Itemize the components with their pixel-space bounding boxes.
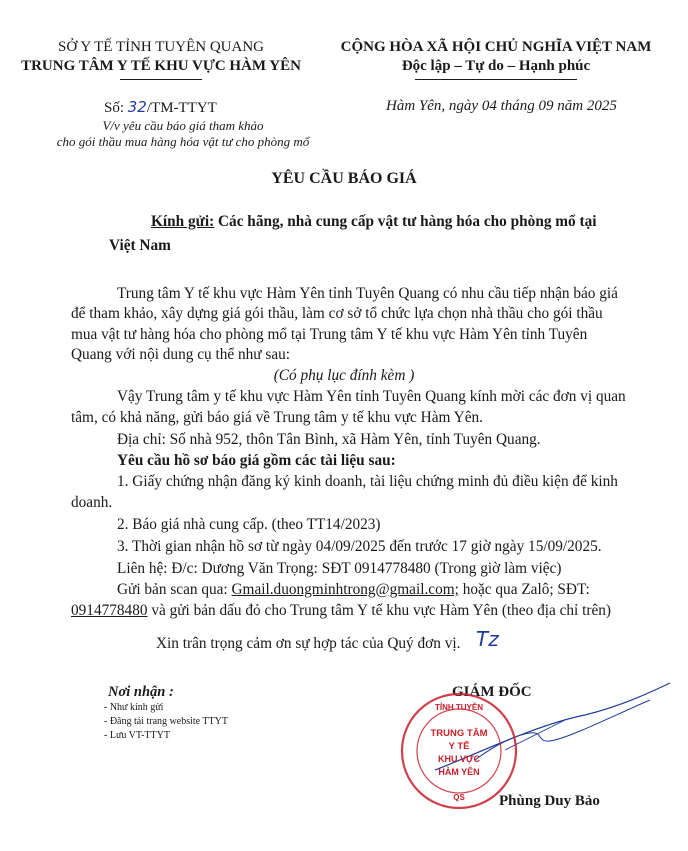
stamp-line-1: TRUNG TÂM xyxy=(430,728,488,739)
recipients-item-2: - Đăng tải trang website TTYT xyxy=(104,716,228,727)
requirements-heading: Yêu cầu hồ sơ báo giá gồm các tài liệu sau: xyxy=(117,452,396,469)
doc-title: YÊU CẦU BÁO GIÁ xyxy=(271,170,417,187)
contact-line: Liên hệ: Đ/c: Dương Văn Trọng: SĐT 0914778480 (Trong giờ làm việc) xyxy=(117,560,562,577)
intro-line-1: Trung tâm Y tế khu vực Hàm Yên tỉnh Tuyên Quang có nhu cầu tiếp nhận báo giá xyxy=(117,285,618,302)
subject-line-1: V/v yêu cầu báo giá tham khảo xyxy=(102,118,264,133)
intro-line-3: mua vật tư hàng hóa cho phòng mổ tại Trung tâm Y tế khu vực Hàm Yên tỉnh Tuyên xyxy=(71,326,588,343)
appendix-note: (Có phụ lục đính kèm ) xyxy=(273,367,415,384)
intro-line-4: Quang với nội dung cụ thể như sau: xyxy=(71,346,291,363)
signer-name: Phùng Duy Bảo xyxy=(499,793,600,809)
scan-mid: hoặc qua Zalô; SĐT: xyxy=(462,581,590,598)
place-date: Hàm Yên, ngày 04 tháng 09 năm 2025 xyxy=(386,98,617,114)
intro-line-2: để tham khảo, xây dựng giá gói thầu, làm cơ sở tổ chức lựa chọn nhà thầu cho gói thầu xyxy=(71,305,603,322)
stamp-line-3: KHU VỰC xyxy=(438,754,480,764)
stamp-line-4: HÀM YÊN xyxy=(438,767,480,777)
country-name: CỘNG HÒA XÃ HỘI CHỦ NGHĨA VIỆT NAM xyxy=(340,39,652,55)
recipients-item-3: - Lưu VT-TTYT xyxy=(104,730,170,741)
doc-number-handwritten: 32 xyxy=(127,98,147,116)
scan-prefix: Gửi bản scan qua: xyxy=(117,581,228,598)
scan-phone-link[interactable]: 0914778480 xyxy=(71,602,148,619)
doc-number-prefix: Số: xyxy=(104,100,125,116)
doc-number-suffix: /TM-TTYT xyxy=(146,100,217,116)
subject-line-2: cho gói thầu mua hàng hóa vật tư cho phòng mổ xyxy=(56,134,310,149)
recipients-title: Nơi nhận : xyxy=(108,684,174,700)
motto-underline xyxy=(415,79,577,80)
recipient-text-1: Các hãng, nhà cung cấp vật tư hàng hóa cho phòng mổ tại xyxy=(218,213,597,230)
requirement-3: 3. Thời gian nhận hồ sơ từ ngày 04/09/2025 đến trước 17 giờ ngày 15/09/2025. xyxy=(117,538,602,555)
scan-rest: và gửi bản dấu đỏ cho Trung tâm Y tế khu vực Hàm Yên (theo địa chỉ trên) xyxy=(151,602,611,619)
requirement-2: 2. Báo giá nhà cung cấp. (theo TT14/2023) xyxy=(117,516,381,533)
handwritten-initials: Tz xyxy=(476,627,499,651)
recipients-item-1: - Như kính gửi xyxy=(104,702,164,713)
org-parent: SỞ Y TẾ TỈNH TUYÊN QUANG xyxy=(58,39,264,55)
stamp-line-2: Y TẾ xyxy=(448,741,470,752)
motto: Độc lập – Tự do – Hạnh phúc xyxy=(401,58,591,74)
signer-role: GIÁM ĐỐC xyxy=(452,684,532,700)
invite-line-2: tâm, có khả năng, gửi báo giá về Trung tâm y tế khu vực Hàm Yên. xyxy=(71,409,483,426)
thanks-line: Xin trân trọng cảm ơn sự hợp tác của Quý đơn vị. xyxy=(156,635,461,652)
recipient-line-1 xyxy=(151,211,597,232)
invite-line-1: Vậy Trung tâm y tế khu vực Hàm Yên tỉnh Tuyên Quang kính mời các đơn vị quan xyxy=(117,388,626,405)
org-name: TRUNG TÂM Y TẾ KHU VỰC HÀM YÊN xyxy=(21,58,301,74)
stamp-top-text: TỈNH TUYÊN xyxy=(435,703,483,712)
doc-number xyxy=(104,98,217,117)
scan-line-1 xyxy=(117,579,590,600)
recipient-line-2: Việt Nam xyxy=(109,237,171,254)
scan-email-link[interactable]: Gmail.duongminhtrong@gmail.com; xyxy=(231,581,459,598)
requirement-1-line-1: 1. Giấy chứng nhận đăng ký kinh doanh, tài liệu chứng minh đủ điều kiện để kinh xyxy=(117,473,618,490)
org-underline xyxy=(120,79,202,80)
recipient-label: Kính gửi: xyxy=(151,213,215,230)
stamp-bottom-text: QS xyxy=(453,793,465,802)
scan-line-2 xyxy=(71,600,611,621)
requirement-1-line-2: doanh. xyxy=(71,494,113,511)
address-line: Địa chỉ: Số nhà 952, thôn Tân Bình, xã Hàm Yên, tỉnh Tuyên Quang. xyxy=(117,431,541,448)
